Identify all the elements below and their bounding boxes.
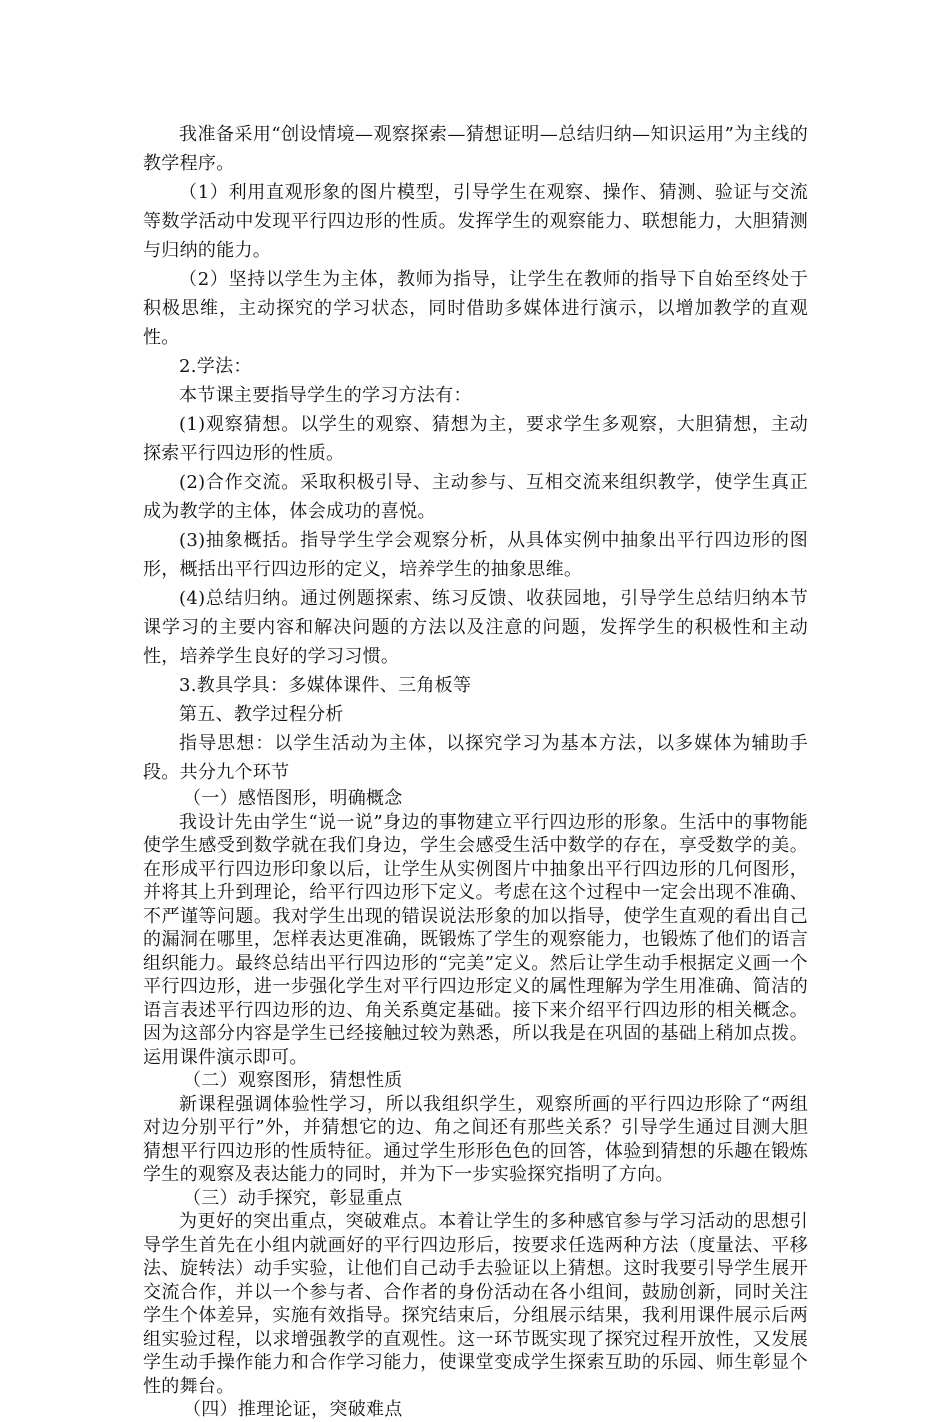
teaching-method-block xyxy=(143,120,808,787)
paragraph: 指导思想：以学生活动为主体，以探究学习为基本方法，以多媒体为辅助手段。共分九个环节 xyxy=(143,733,808,783)
paragraph: （2）坚持以学生为主体，教师为指导，让学生在教师的指导下自始至终处于积极思维，主动探究的学习状态，同时借助多媒体进行演示，以增加教学的直观性。 xyxy=(143,269,808,348)
teaching-process-block xyxy=(143,787,808,1422)
paragraph: 3.教具学具：多媒体课件、三角板等 xyxy=(179,675,472,696)
document-page xyxy=(143,120,808,1422)
section-heading: （二）观察图形，猜想性质 xyxy=(183,1070,403,1091)
paragraph: 2.学法： xyxy=(179,356,252,377)
section-body: 我设计先由学生“说一说”身边的事物建立平行四边形的形象。生活中的事物能使学生感受到数学就在我们身边，学生会感受生活中数学的存在，享受数学的美。在形成平行四边形印象以后，让学生从实例图片中抽象出平行四边形的几何图形，并将其上升到理论，给平行四边形下定义。考虑在这个过程中一定会出现不准确、不严谨等问题。我对学生出现的错误说法形象的加以指导，使学生直观的看出自己的漏洞在哪里，怎样表达更准确，既锻炼了学生的观察能力，也锻炼了他们的语言组织能力。最终总结出平行四边形的“完美”定义。然后让学生动手根据定义画一个平行四边形，进一步强化学生对平行四边形定义的属性理解为学生用准确、简洁的语言表述平行四边形的边、角关系奠定基础。接下来介绍平行四边形的相关概念。因为这部分内容是学生已经接触过较为熟悉，所以我是在巩固的基础上稍加点拨。运用课件演示即可。 xyxy=(143,811,808,1068)
paragraph: (4)总结归纳。通过例题探索、练习反馈、收获园地，引导学生总结归纳本节课学习的主要内容和解决问题的方法以及注意的问题，发挥学生的积极性和主动性，培养学生良好的学习习惯。 xyxy=(143,588,808,667)
paragraph: (2)合作交流。采取积极引导、主动参与、互相交流来组织教学，使学生真正成为教学的主体，体会成功的喜悦。 xyxy=(143,472,808,522)
section-title: 第五、教学过程分析 xyxy=(179,704,344,725)
section-heading: （一）感悟图形，明确概念 xyxy=(183,788,403,809)
paragraph: 我准备采用“创设情境—观察探索—猜想证明—总结归纳—知识运用”为主线的教学程序。 xyxy=(143,124,808,174)
paragraph: (3)抽象概括。指导学生学会观察分析，从具体实例中抽象出平行四边形的图形，概括出平行四边形的定义，培养学生的抽象思维。 xyxy=(143,530,808,580)
section-body: 为更好的突出重点，突破难点。本着让学生的多种感官参与学习活动的思想引导学生首先在小组内就画好的平行四边形后，按要求任选两种方法（度量法、平移法、旋转法）动手实验，让他们自己动手去验证以上猜想。这时我要引导学生展开交流合作，并以一个参与者、合作者的身份活动在各小组间，鼓励创新，同时关注学生个体差异，实施有效指导。探究结束后，分组展示结果，我利用课件展示后两组实验过程，以求增强教学的直观性。这一环节既实现了探究过程开放性，又发展学生动手操作能力和合作学习能力，使课堂变成学生探索互助的乐园、师生彰显个性的舞台。 xyxy=(143,1211,808,1397)
paragraph: （1）利用直观形象的图片模型，引导学生在观察、操作、猜测、验证与交流等数学活动中发现平行四边形的性质。发挥学生的观察能力、联想能力，大胆猜测与归纳的能力。 xyxy=(143,182,808,261)
section-heading: （四）推理论证，突破难点 xyxy=(183,1399,403,1420)
section-body: 新课程强调体验性学习，所以我组织学生，观察所画的平行四边形除了“两组对边分别平行”外，并猜想它的边、角之间还有那些关系？引导学生通过目测大胆猜想平行四边形的性质特征。通过学生形形色色的回答，体验到猜想的乐趣在锻炼学生的观察及表达能力的同时，并为下一步实验探究指明了方向。 xyxy=(143,1093,808,1185)
section-heading: （三）动手探究，彰显重点 xyxy=(183,1187,403,1209)
paragraph: (1)观察猜想。以学生的观察、猜想为主，要求学生多观察，大胆猜想，主动探索平行四边形的性质。 xyxy=(143,414,808,464)
paragraph: 本节课主要指导学生的学习方法有： xyxy=(179,385,472,406)
